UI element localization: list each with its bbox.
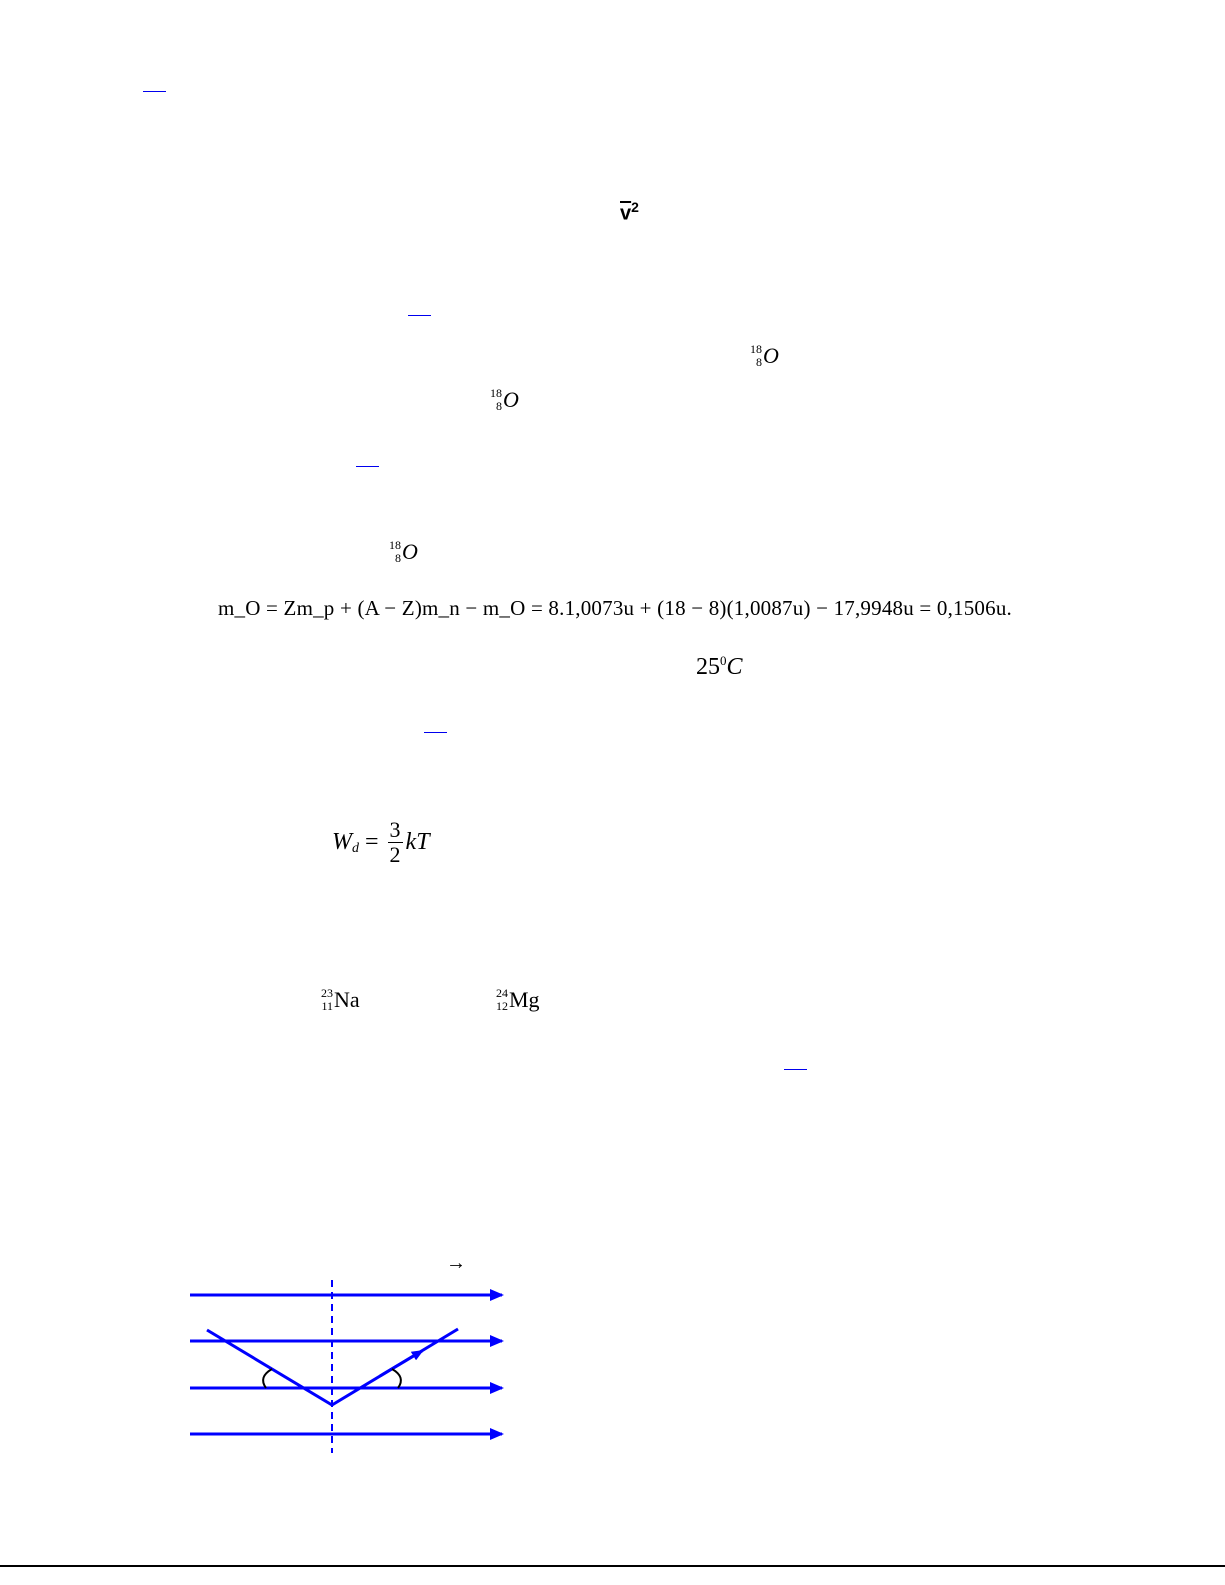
nuclide-mass: 18 [490,386,502,400]
nuclide-sodium [321,987,360,1013]
link-underline-2[interactable] [408,315,431,316]
mass-defect-equation: m_O = Zm_p + (A − Z)m_n − m_O = 8.1,0073u + (18 − 8)(1,0087u) − 17,9948u = 0,1506u. [218,596,1012,620]
temperature-unit: C [726,654,743,680]
energy-subscript: d [352,840,359,856]
temperature-value [696,654,743,681]
nuclide-mass: 18 [750,342,762,356]
nuclide-atomic: 8 [496,399,502,413]
page-footer-rule [0,1565,1225,1567]
link-underline-5[interactable] [784,1069,807,1070]
nuclide-atomic: 12 [496,999,508,1013]
nuclide-symbol: Mg [509,987,540,1012]
nuclide-magnesium [496,987,540,1013]
energy-lhs: W [332,829,352,855]
energy-rhs: kT [405,829,430,855]
temperature-degree: 0 [720,653,727,668]
nuclide-mass: 24 [496,986,508,1000]
nuclide-atomic: 8 [756,355,762,369]
angle-arc-left [263,1369,272,1388]
nuclide-oxygen-1 [750,343,779,369]
nuclide-oxygen-2 [490,387,519,413]
link-underline-3[interactable] [356,466,379,467]
nuclide-atomic: 8 [395,551,401,565]
field-diagram [180,1275,520,1465]
nuclide-atomic: 11 [321,999,333,1013]
fraction [388,818,403,867]
v2-exponent: 2 [631,199,639,215]
nuclide-symbol: O [402,539,418,564]
formula-v-squared [620,200,639,226]
fraction-denominator: 2 [389,842,401,867]
reflected-ray-arrow [380,1351,422,1376]
nuclide-oxygen-3 [389,539,418,565]
fraction-numerator: 3 [389,817,401,842]
link-underline-4[interactable] [424,732,447,733]
temperature-number: 25 [696,654,720,680]
energy-formula [332,818,430,867]
nuclide-symbol: O [503,387,519,412]
link-underline-1[interactable] [143,91,166,92]
angle-arc-right [392,1369,401,1388]
v2-base: $\overline{v}$ [620,202,632,225]
vector-arrow-symbol: → [446,1252,466,1274]
nuclide-mass: 23 [321,986,333,1000]
equals-sign: = [365,829,379,855]
nuclide-symbol: O [763,343,779,368]
nuclide-mass: 18 [389,538,401,552]
nuclide-symbol: Na [334,987,360,1012]
